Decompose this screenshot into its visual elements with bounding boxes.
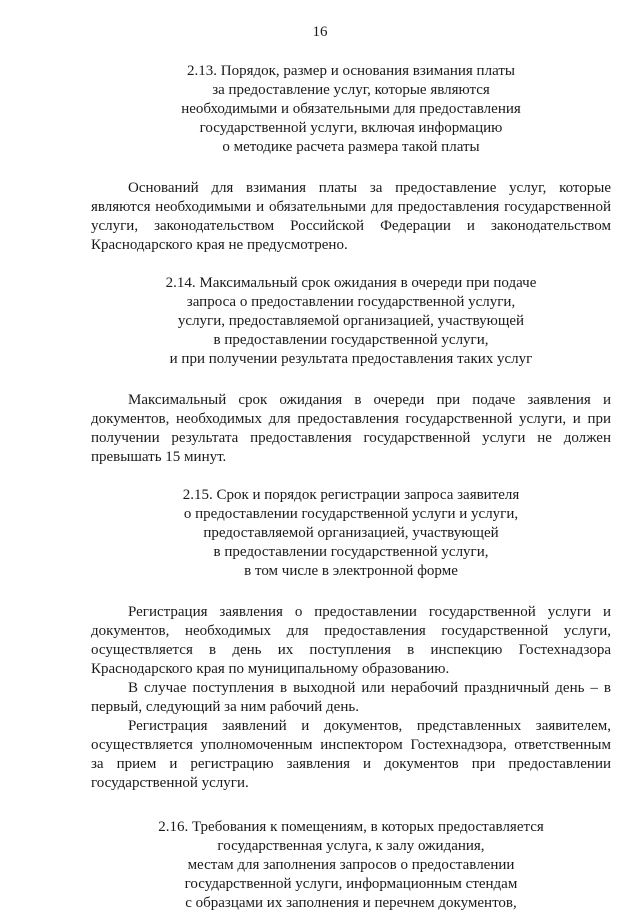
section-heading-2-15	[91, 486, 611, 581]
heading-line: 2.13. Порядок, размер и основания взимания платы	[187, 63, 515, 79]
heading-line: местам для заполнения запросов о предоставлении	[187, 857, 515, 873]
heading-line: 2.15. Срок и порядок регистрации запроса заявителя	[182, 487, 520, 503]
heading-line: услуги, предоставляемой организацией, участвующей	[177, 313, 525, 329]
heading-line: государственной услуги, включая информацию	[199, 120, 503, 136]
document-body	[91, 62, 611, 913]
heading-line: в предоставлении государственной услуги,	[213, 332, 489, 348]
heading-line: с образцами их заполнения и перечнем документов,	[185, 895, 517, 911]
paragraph: Максимальный срок ожидания в очереди при подаче заявления и документов, необходимых для предоставления государственной услуги, и при получении результата предоставления государственной услуги не должен превышать 15 минут.	[91, 392, 611, 465]
heading-line: необходимыми и обязательными для предоставления	[181, 101, 521, 117]
paragraph: Регистрация заявления о предоставлении государственной услуги и документов, необходимых для предоставления государственной услуги, осуществляется в день их поступления в инспекцию Гостехнадзора Краснодарского края по муниципальному образованию.	[91, 604, 611, 677]
heading-line: 2.14. Максимальный срок ожидания в очереди при подаче	[165, 275, 537, 291]
heading-line: в том числе в электронной форме	[244, 563, 458, 579]
page-number: 16	[312, 24, 328, 40]
heading-line: в предоставлении государственной услуги,	[213, 544, 489, 560]
section-heading-2-13	[91, 62, 611, 157]
heading-line: 2.16. Требования к помещениям, в которых предоставляется	[158, 819, 544, 835]
heading-line: о предоставлении государственной услуги и услуги,	[183, 506, 519, 522]
section-heading-2-16	[91, 818, 611, 913]
heading-line: государственной услуги, информационным стендам	[184, 876, 518, 892]
heading-line: государственная услуга, к залу ожидания,	[217, 838, 485, 854]
heading-line: предоставляемой организацией, участвующей	[203, 525, 499, 541]
paragraph: Регистрация заявлений и документов, представленных заявителем, осуществляется уполномоченным инспектором Гостехнадзора, ответственным за прием и регистрацию заявления и документов при предоставлении государственной услуги.	[91, 718, 611, 791]
section-heading-2-14	[91, 274, 611, 369]
heading-line: за предоставление услуг, которые являются	[212, 82, 490, 98]
heading-line: и при получении результата предоставления таких услуг	[169, 351, 533, 367]
paragraph: В случае поступления в выходной или нерабочий праздничный день – в первый, следующий за ним рабочий день.	[91, 680, 611, 715]
heading-line: запроса о предоставлении государственной услуги,	[186, 294, 516, 310]
paragraph: Оснований для взимания платы за предоставление услуг, которые являются необходимыми и обязательными для предоставления государственной услуги, законодательством Российской Федерации и законодательством Краснодарского края не предусмотрено.	[91, 180, 611, 253]
heading-line: о методике расчета размера такой платы	[222, 139, 480, 155]
